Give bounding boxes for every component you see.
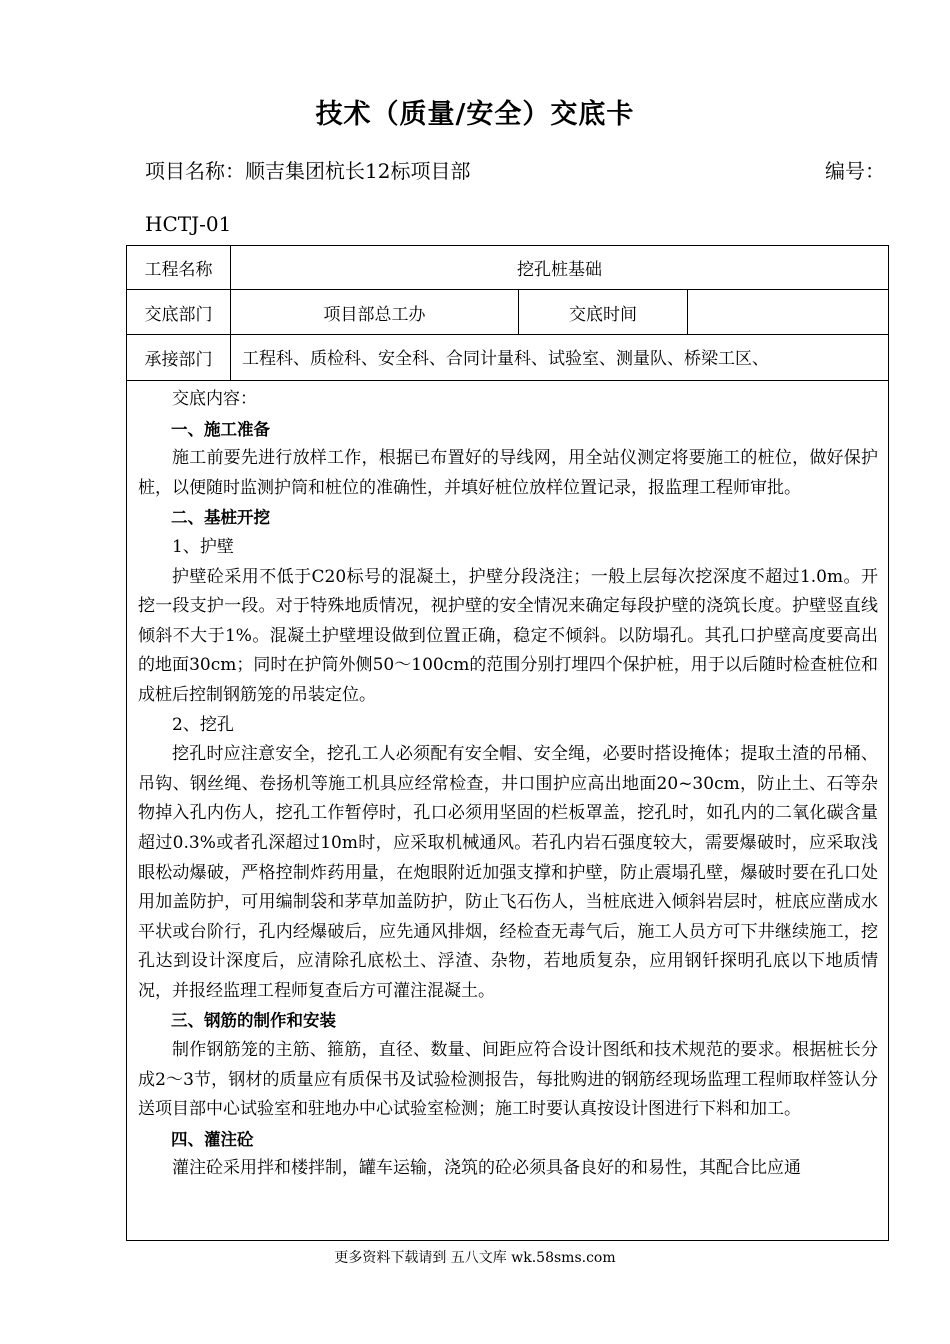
receiver-label: 承接部门 [127, 335, 231, 380]
section-heading: 三、钢筋的制作和安装 [171, 1011, 336, 1031]
project-line [145, 155, 885, 185]
paragraph: 制作钢筋笼的主筋、箍筋，直径、数量、间距应符合设计图纸和技术规范的要求。根据桩长分成2～3节，钢材的质量应有质保书及试验检测报告，每批购进的钢筋经现场监理工程师取样签认分送项目部中心试验室和驻地办中心试验室检测；施工时要认真按设计图进行下料和加工。 [138, 1040, 878, 1120]
project-name-label: 工程名称 [127, 246, 231, 289]
dept-label: 交底部门 [127, 290, 231, 334]
row-project-name [127, 246, 888, 290]
paragraph: 施工前要先进行放样工作，根据已布置好的导线网，用全站仪测定将要施工的桩位，做好保护桩，以便随时监测护筒和桩位的准确性，并填好桩位放样位置记录，报监理工程师审批。 [138, 448, 878, 498]
paragraph: 护壁砼采用不低于C20标号的混凝土，护壁分段浇注；一般上层每次挖深度不超过1.0m。开挖一段支护一段。对于特殊地质情况，视护壁的安全情况来确定每段护壁的浇筑长度。护壁竖直线倾斜不大于1%。混凝土护壁埋设做到位置正确，稳定不倾斜。以防塌孔。其孔口护壁高度要高出的地面30cm；同时在护筒外侧50～100cm的范围分别打埋四个保护桩，用于以后随时检查桩位和成桩后控制钢筋笼的吊装定位。 [138, 566, 878, 705]
code-value: HCTJ-01 [145, 212, 232, 236]
section-heading: 四、灌注砼 [171, 1129, 254, 1149]
content-intro: 交底内容： [172, 389, 257, 409]
section-heading: 一、施工准备 [171, 419, 270, 439]
project-name-value: 挖孔桩基础 [517, 260, 602, 280]
time-label: 交底时间 [519, 290, 688, 334]
receiver-value: 工程科、质检科、安全科、合同计量科、试验室、测量队、桥梁工区、 [242, 349, 769, 369]
disclosure-form [126, 245, 889, 1241]
code-label: 编号： [825, 159, 885, 183]
section-heading: 二、基桩开挖 [171, 508, 270, 528]
time-value [688, 290, 888, 334]
dept-value: 项目部总工办 [231, 290, 519, 334]
disclosure-content [127, 381, 888, 1184]
paragraph: 灌注砼采用拌和楼拌制，罐车运输，浇筑的砼必须具备良好的和易性，其配合比应通 [172, 1158, 801, 1179]
document-title: 技术（质量/安全）交底卡 [315, 99, 635, 130]
paragraph: 挖孔时应注意安全，挖孔工人必须配有安全帽、安全绳，必要时搭设掩体；提取土渣的吊桶、吊钩、钢丝绳、卷扬机等施工机具应经常检查，井口围护应高出地面20~30cm，防止土、石等杂物掉入孔内伤人，挖孔工作暂停时，孔口必须用坚固的栏板罩盖，挖孔时，如孔内的二氧化碳含量超过0.3%或者孔深超过10m时，应采取机械通风。若孔内岩石强度较大，需要爆破时，应采取浅眼松动爆破，严格控制炸药用量，在炮眼附近加强支撑和护壁，防止震塌孔壁，爆破时要在孔口处用加盖防护，可用编制袋和茅草加盖防护，防止飞石伤人，当桩底进入倾斜岩层时，桩底应凿成水平状或台阶行，孔内经爆破后，应先通风排烟，经检查无毒气后，施工人员方可下井继续施工，挖孔达到设计深度后，应清除孔底松土、浮渣、杂物，若地质复杂，应用钢钎探明孔底以下地质情况，并报经监理工程师复查后方可灌注混凝土。 [138, 744, 878, 1001]
sub-heading: 1、护壁 [172, 536, 234, 557]
row-receiver [127, 335, 888, 381]
footer-text: 更多资料下载请到 五八文库 wk.58sms.com [334, 1250, 616, 1266]
row-department [127, 290, 888, 335]
sub-heading: 2、挖孔 [172, 714, 234, 735]
project-name: 项目名称：顺吉集团杭长12标项目部 [145, 159, 471, 183]
